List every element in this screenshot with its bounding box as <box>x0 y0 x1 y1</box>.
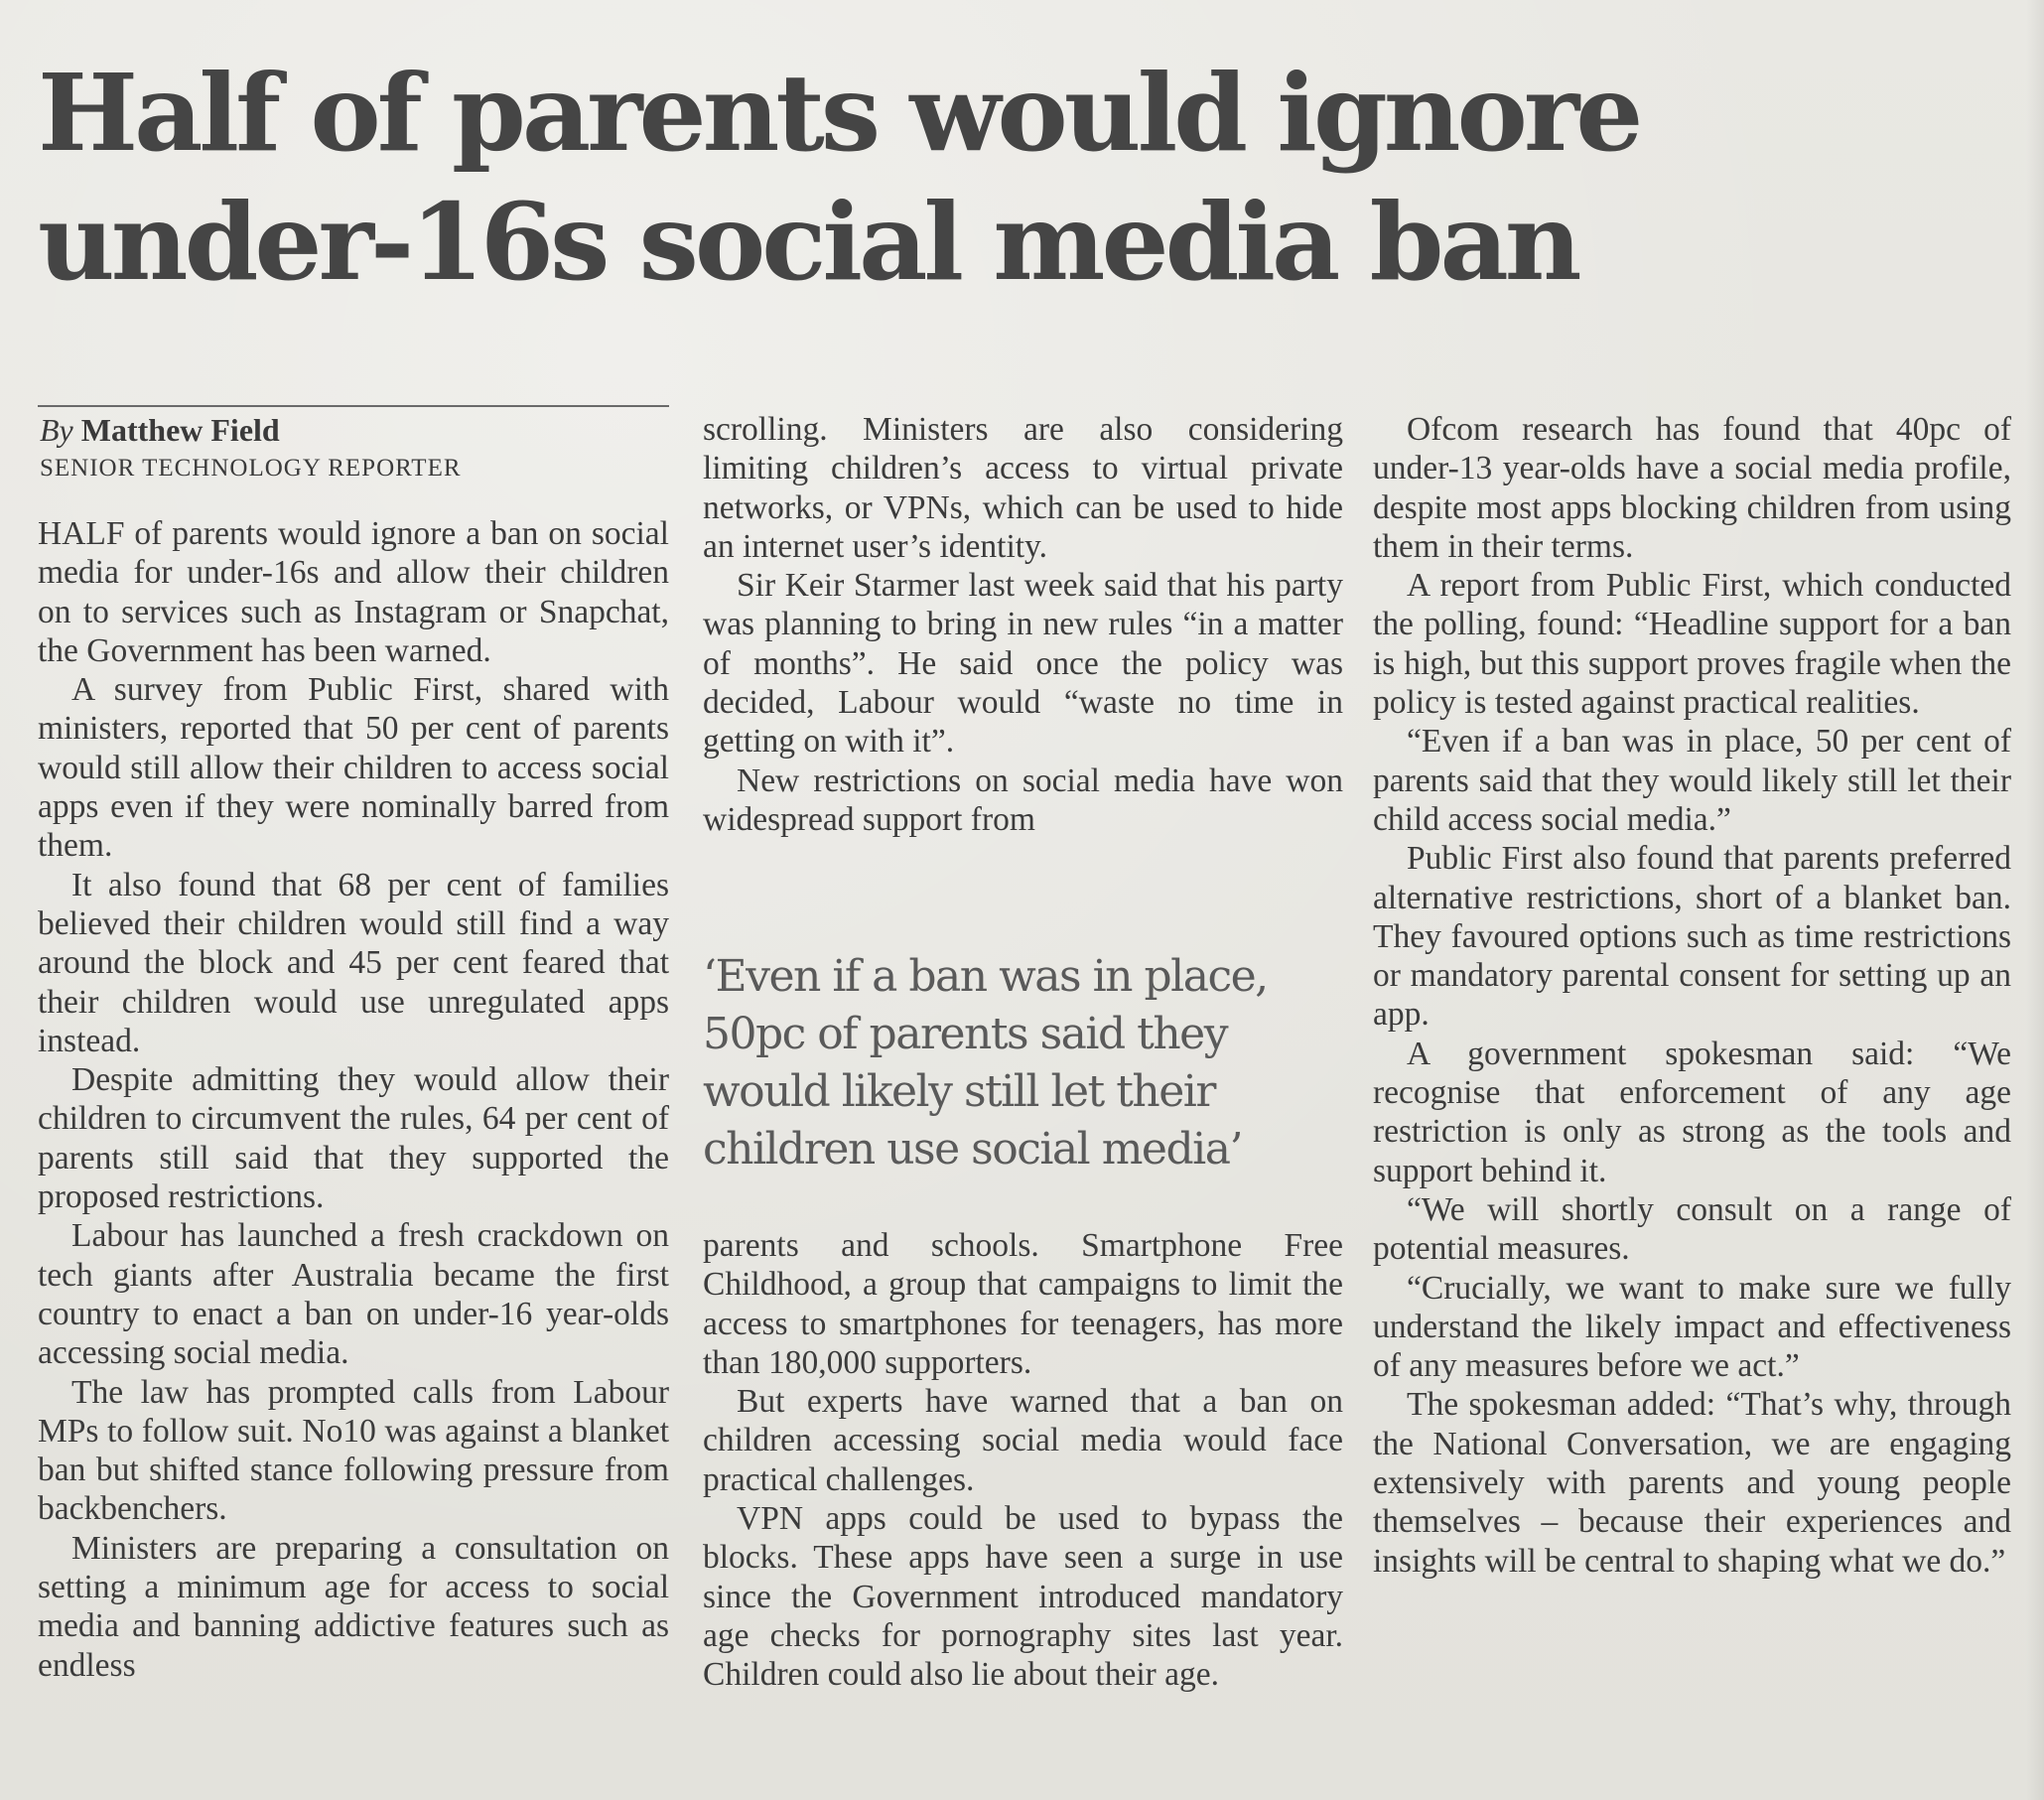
article-column-1 <box>38 514 669 1685</box>
paragraph: parents and schools. Smartphone Free Childhood, a group that campaigns to limit the access to smartphones for teenagers, has more than 180,000 supporters. <box>703 1227 1343 1381</box>
paragraph: “Crucially, we want to make sure we fully understand the likely impact and effectiveness of any measures before we act.” <box>1373 1269 2011 1385</box>
pull-quote: ‘Even if a ban was in place, 50pc of parents said they would likely still let their children use social media’ <box>703 951 1268 1175</box>
paragraph: Public First also found that parents preferred alternative restrictions, short of a blanket ban. They favoured options such as time restrictions or mandatory parental consent for setting up an app. <box>1373 840 2011 1034</box>
paragraph: “We will shortly consult on a range of potential measures. <box>1373 1190 2011 1268</box>
byline-role: SENIOR TECHNOLOGY REPORTER <box>40 455 462 482</box>
page-edge-shadow <box>2026 0 2044 1800</box>
article-column-2-bottom <box>703 1226 1343 1695</box>
byline-by: By <box>40 412 73 448</box>
paragraph: A survey from Public First, shared with ministers, reported that 50 per cent of parents would still allow their children to access social apps even if they were nominally barred from them. <box>38 671 669 865</box>
headline-line-1: Half of parents would ignore <box>38 52 1640 176</box>
paragraph: It also found that 68 per cent of families believed their children would still find a way around the block and 45 per cent feared that their children would use unregulated apps instead. <box>38 866 669 1059</box>
paragraph: The spokesman added: “That’s why, through the National Conversation, we are engaging extensively with parents and young people themselves – because their experiences and insights will be central to shaping what we do.” <box>1373 1386 2011 1580</box>
paragraph: Despite admitting they would allow their children to circumvent the rules, 64 per cent of parents still said that they supported the proposed restrictions. <box>38 1061 669 1216</box>
headline <box>38 50 1983 308</box>
paragraph: VPN apps could be used to bypass the blocks. These apps have seen a surge in use since the Government introduced mandatory age checks for pornography sites last year. Children could also lie about their age. <box>703 1500 1343 1694</box>
paragraph: A government spokesman said: “We recognise that enforcement of any age restriction is only as strong as the tools and support behind it. <box>1373 1035 2011 1189</box>
article-column-3 <box>1373 410 2011 1581</box>
headline-line-2: under-16s social media ban <box>38 181 1578 305</box>
paragraph: A report from Public First, which conducted the polling, found: “Headline support for a ban is high, but this support proves fragile when the policy is tested against practical realities. <box>1373 567 2011 722</box>
paragraph: Ofcom research has found that 40pc of under-13 year-olds have a social media profile, despite most apps blocking children from using them in their terms. <box>1373 411 2011 565</box>
paragraph: The law has prompted calls from Labour MPs to follow suit. No10 was against a blanket ban but shifted stance following pressure from backbenchers. <box>38 1373 669 1528</box>
paragraph: scrolling. Ministers are also considering limiting children’s access to virtual private networks, or VPNs, which can be used to hide an internet user’s identity. <box>703 411 1343 565</box>
paragraph: Labour has launched a fresh crackdown on tech giants after Australia became the first country to enact a ban on under-16 year-olds accessing social media. <box>38 1217 669 1372</box>
paragraph: New restrictions on social media have won widespread support from <box>703 762 1343 838</box>
paragraph: Ministers are preparing a consultation on setting a minimum age for access to social media and banning addictive features such as endless <box>38 1529 669 1684</box>
paragraph: Sir Keir Starmer last week said that his party was planning to bring in new rules “in a matter of months”. He said once the policy was decided, Labour would “waste no time in getting on with it”. <box>703 567 1343 761</box>
paragraph: But experts have warned that a ban on children accessing social media would face practical challenges. <box>703 1383 1343 1498</box>
byline-rule <box>38 405 669 407</box>
paragraph: HALF of parents would ignore a ban on social media for under-16s and allow their children on to services such as Instagram or Snapchat, the Government has been warned. <box>38 515 669 669</box>
article-column-2-top <box>703 410 1343 839</box>
byline <box>40 410 280 450</box>
paragraph: “Even if a ban was in place, 50 per cent of parents said that they would likely still let their child access social media.” <box>1373 723 2011 838</box>
byline-author: Matthew Field <box>80 412 280 448</box>
